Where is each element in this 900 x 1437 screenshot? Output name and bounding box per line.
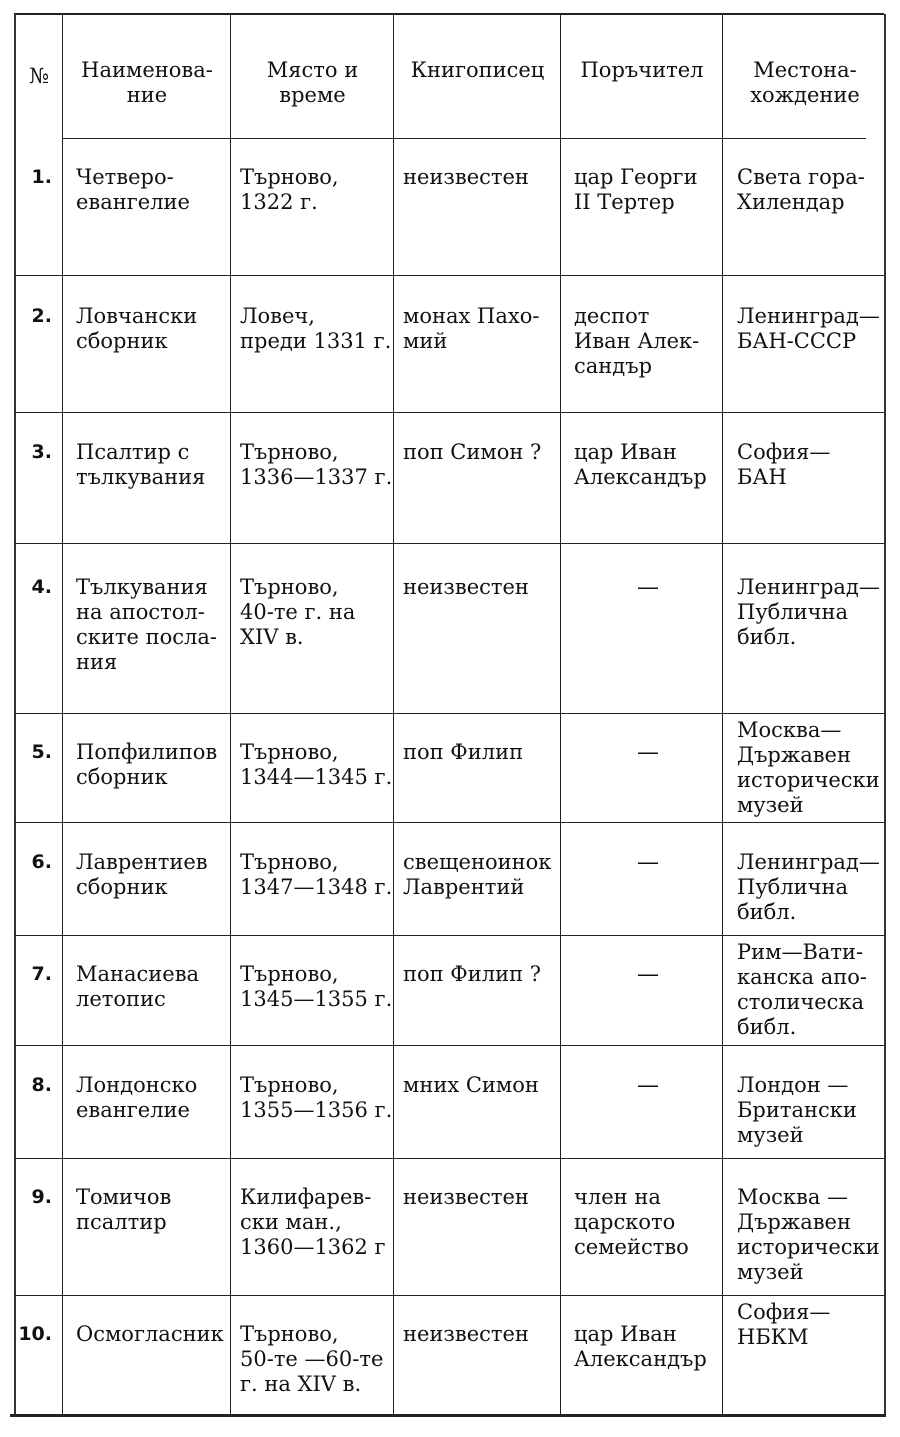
cell-patron: член на царското семейство xyxy=(574,1185,689,1259)
cell-place-time: Търново, 1345—1355 г. xyxy=(240,962,393,1011)
cell-location: Рим—Вати- канска апо- столическа библ. xyxy=(737,940,867,1039)
row-divider xyxy=(14,275,884,276)
row-divider xyxy=(14,1295,884,1296)
cell-place-time: Килифарев- ски ман., 1360—1362 г xyxy=(240,1185,386,1259)
cell-patron: — xyxy=(637,740,659,765)
cell-place-time: Търново, 1344—1345 г. xyxy=(240,740,393,789)
cell-place-time: Търново, 1336—1337 г. xyxy=(240,440,393,489)
column-divider xyxy=(62,14,63,1414)
cell-name: Томичов псалтир xyxy=(76,1185,172,1234)
cell-name: Лондонско евангелие xyxy=(76,1073,198,1122)
cell-location: Лондон — Британски музей xyxy=(737,1073,857,1147)
cell-number: 7. xyxy=(31,963,52,985)
cell-patron: цар Георги II Тертер xyxy=(574,165,698,214)
cell-patron: деспот Иван Алек- сандър xyxy=(574,304,700,378)
cell-location: Света гора- Хилендар xyxy=(737,165,865,214)
cell-name: Лаврентиев сборник xyxy=(76,850,208,899)
cell-number: 1. xyxy=(31,166,52,188)
cell-patron: — xyxy=(637,962,659,987)
column-divider xyxy=(560,14,561,1414)
cell-name: Попфилипов сборник xyxy=(76,740,218,789)
header-scribe: Книгописец xyxy=(410,58,545,82)
cell-patron: — xyxy=(637,1073,659,1098)
header-patron: Поръчител xyxy=(580,58,704,82)
cell-number: 3. xyxy=(31,441,52,463)
cell-place-time: Търново, 1355—1356 г. xyxy=(240,1073,393,1122)
header-name: Наименова- ние xyxy=(81,58,213,107)
header-number: № xyxy=(29,64,49,88)
cell-place-time: Ловеч, преди 1331 г. xyxy=(240,304,392,353)
column-divider xyxy=(722,14,723,1414)
cell-name: Четверо- евангелие xyxy=(76,165,190,214)
row-divider xyxy=(14,713,884,714)
cell-place-time: Търново, 50-те —60-те г. на XIV в. xyxy=(240,1322,384,1396)
row-divider xyxy=(14,412,884,413)
cell-scribe: поп Симон ? xyxy=(403,440,542,464)
cell-name: Ловчански сборник xyxy=(76,304,198,353)
row-divider xyxy=(14,543,884,544)
cell-scribe: поп Филип ? xyxy=(403,962,542,986)
column-divider xyxy=(393,14,394,1414)
cell-number: 2. xyxy=(31,305,52,327)
header-place-time: Място и време xyxy=(266,58,359,107)
cell-location: Москва — Държавен исторически музей xyxy=(737,1185,880,1284)
row-divider xyxy=(14,1158,884,1159)
cell-number: 5. xyxy=(31,741,52,763)
cell-scribe: поп Филип xyxy=(403,740,524,764)
row-divider xyxy=(14,1045,884,1046)
cell-number: 4. xyxy=(31,576,52,598)
table-top-border xyxy=(14,13,884,15)
row-divider xyxy=(14,935,884,936)
cell-location: София— НБКМ xyxy=(737,1300,831,1349)
cell-location: Ленинград— Публична библ. xyxy=(737,575,880,649)
cell-patron: — xyxy=(637,575,659,600)
cell-patron: — xyxy=(637,850,659,875)
cell-location: Москва— Държавен исторически музей xyxy=(737,718,880,817)
header-divider xyxy=(62,138,866,139)
cell-place-time: Търново, 1322 г. xyxy=(240,165,339,214)
cell-patron: цар Иван Александър xyxy=(574,1322,707,1371)
cell-place-time: Търново, 40-те г. на XIV в. xyxy=(240,575,356,649)
cell-patron: цар Иван Александър xyxy=(574,440,707,489)
cell-scribe: мних Симон xyxy=(403,1073,539,1097)
cell-number: 10. xyxy=(18,1323,52,1345)
column-divider xyxy=(230,14,231,1414)
cell-scribe: монах Пахо- мий xyxy=(403,304,540,353)
cell-scribe: неизвестен xyxy=(403,165,529,189)
cell-name: Манасиева летопис xyxy=(76,962,200,1011)
cell-scribe: неизвестен xyxy=(403,1185,529,1209)
table-bottom-border xyxy=(10,1414,886,1417)
row-divider xyxy=(14,822,884,823)
cell-name: Осмогласник xyxy=(76,1322,224,1346)
cell-number: 6. xyxy=(31,851,52,873)
cell-name: Псалтир с тълкувания xyxy=(76,440,206,489)
cell-place-time: Търново, 1347—1348 г. xyxy=(240,850,393,899)
cell-number: 8. xyxy=(31,1074,52,1096)
cell-location: Ленинград— БАН-СССР xyxy=(737,304,880,353)
cell-location: София— БАН xyxy=(737,440,831,489)
header-location: Местона- хождение xyxy=(750,58,860,107)
cell-scribe: неизвестен xyxy=(403,1322,529,1346)
cell-number: 9. xyxy=(31,1186,52,1208)
cell-scribe: неизвестен xyxy=(403,575,529,599)
table-right-border xyxy=(884,14,886,1414)
cell-name: Тълкувания на апостол- ските посла- ния xyxy=(76,575,217,674)
cell-location: Ленинград— Публична библ. xyxy=(737,850,880,924)
cell-scribe: свещеноинок Лаврентий xyxy=(403,850,552,899)
